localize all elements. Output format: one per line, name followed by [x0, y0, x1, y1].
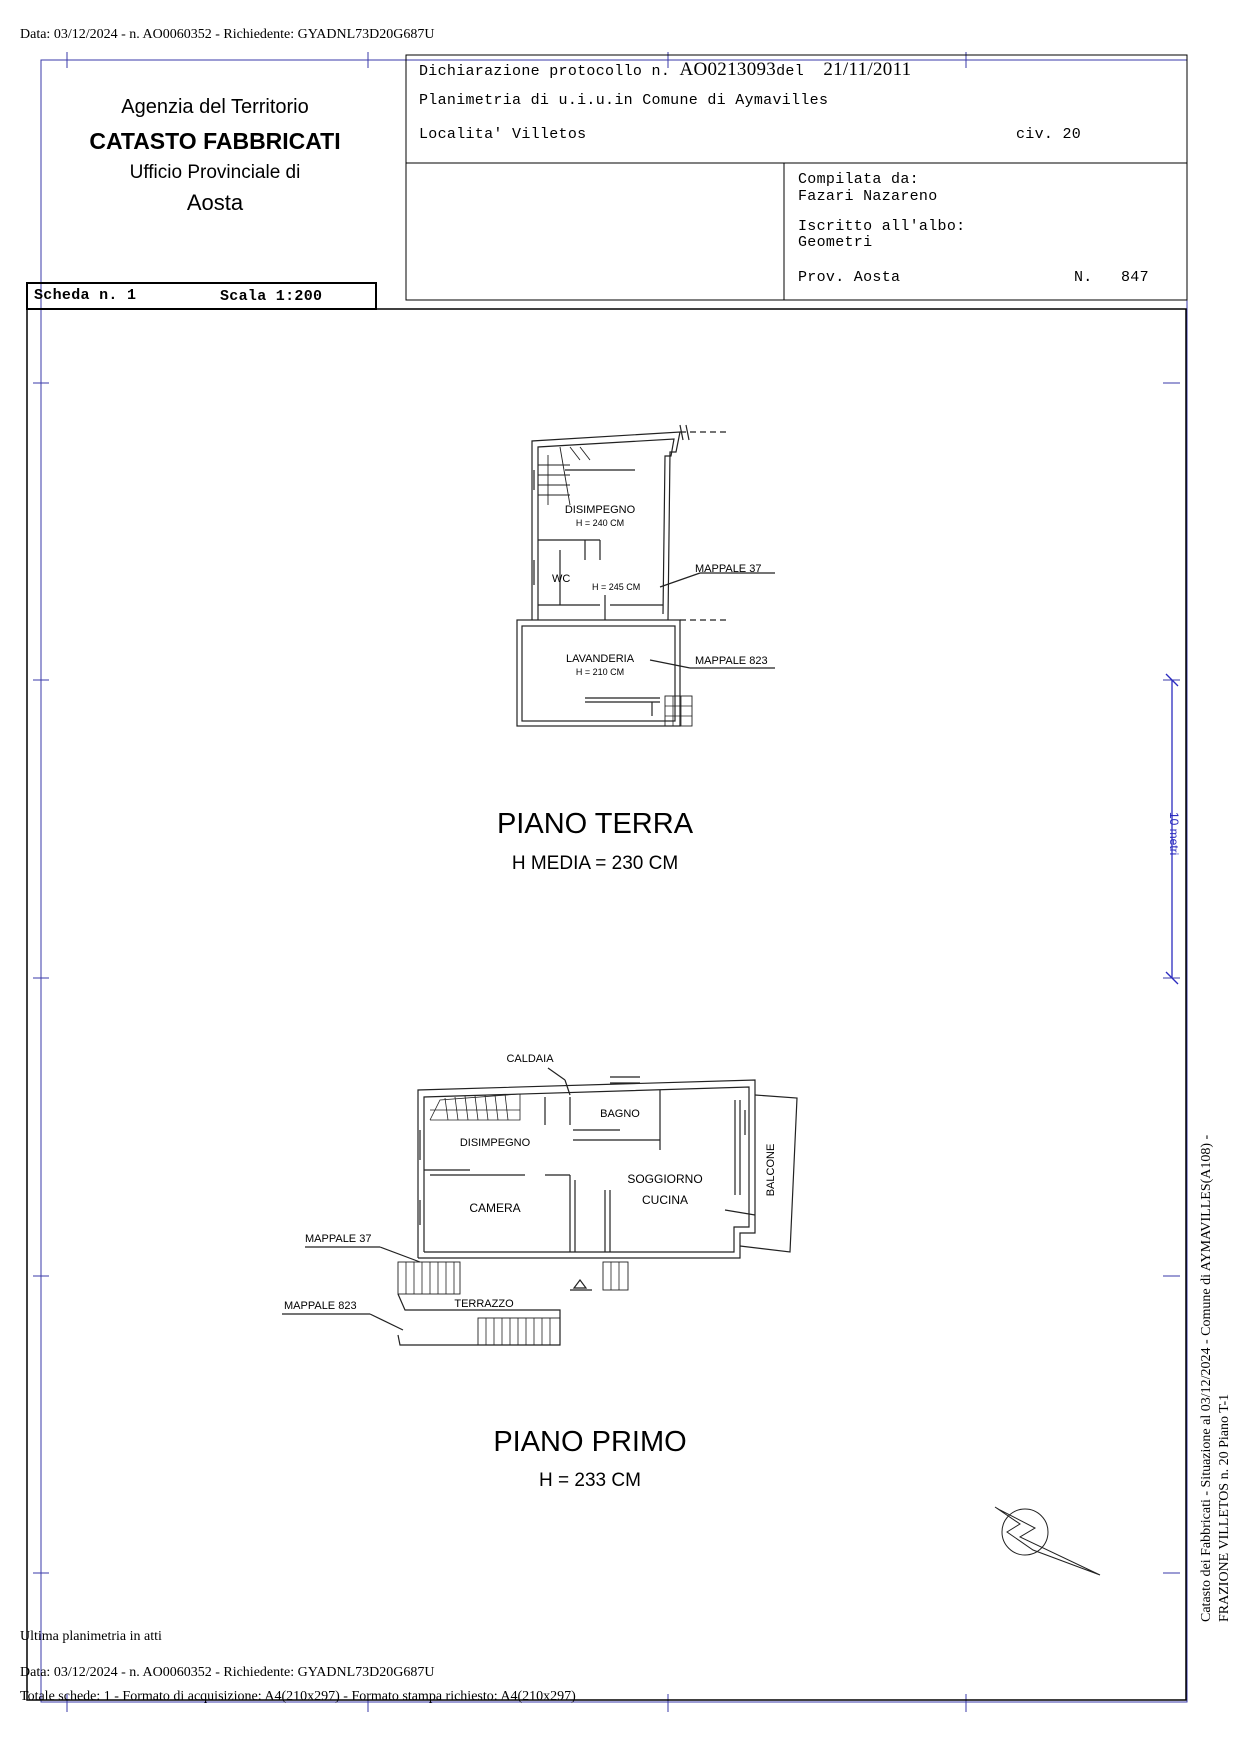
label-wc-h: H = 245 CM	[592, 582, 641, 592]
label-mappale37-primo: MAPPALE 37	[305, 1233, 372, 1245]
piano-terra-subtitle: H MEDIA = 230 CM	[511, 853, 679, 874]
compilata-label: Compilata da:	[798, 171, 919, 188]
protocol-label: Dichiarazione protocollo n.	[419, 63, 671, 80]
scale-bar-label: 10 metri	[1167, 812, 1181, 856]
protocol-number: AO0213093	[679, 59, 777, 80]
label-caldaia: CALDAIA	[506, 1053, 554, 1065]
footer-line-1: Data: 03/12/2024 - n. AO0060352 - Richiedente: GYADNL73D20G687U	[20, 1665, 435, 1680]
protocol-del-label: del	[776, 63, 805, 80]
plan-piano-primo	[282, 1068, 797, 1345]
label-terrazzo: TERRAZZO	[454, 1298, 514, 1310]
label-mappale823-primo: MAPPALE 823	[284, 1300, 357, 1312]
label-soggiorno: SOGGIORNO	[627, 1172, 703, 1186]
civico: civ. 20	[1016, 126, 1082, 143]
label-balcone: BALCONE	[765, 1143, 777, 1197]
piano-primo-subtitle: H = 233 CM	[539, 1470, 641, 1491]
stairs-terra-1	[538, 447, 590, 505]
footer-line-2: Totale schede: 1 - Formato di acquisizione: A4(210x297) - Formato stampa richiesto: A4(210x297)	[20, 1689, 576, 1704]
iscritto-value: Geometri	[798, 234, 873, 251]
prov-n-label: N.	[1074, 269, 1093, 286]
piano-terra-title: PIANO TERRA	[496, 808, 694, 840]
piano-primo-title: PIANO PRIMO	[493, 1426, 687, 1458]
label-lavanderia-h: H = 210 CM	[575, 667, 625, 677]
label-mappale823-terra: MAPPALE 823	[695, 655, 768, 667]
ultima-planimetria: Ultima planimetria in atti	[20, 1629, 162, 1644]
label-camera: CAMERA	[469, 1201, 521, 1215]
label-disimpegno-terra: DISIMPEGNO	[564, 504, 636, 516]
agency-city: Aosta	[186, 190, 244, 215]
label-cucina: CUCINA	[641, 1193, 689, 1207]
prov-label: Prov. Aosta	[798, 269, 901, 286]
label-wc: WC	[552, 573, 571, 585]
label-disimpegno-h: H = 240 CM	[575, 518, 625, 528]
protocol-date: 21/11/2011	[823, 59, 912, 80]
stairs-primo	[430, 1094, 520, 1120]
iscritto-label: Iscritto all'albo:	[798, 218, 966, 235]
compilata-name: Fazari Nazareno	[798, 188, 938, 205]
label-lavanderia: LAVANDERIA	[565, 653, 635, 665]
agency-catasto: CATASTO FABBRICATI	[89, 128, 341, 154]
header-top-text: Data: 03/12/2024 - n. AO0060352 - Richiedente: GYADNL73D20G687U	[20, 27, 435, 42]
prov-n-value: 847	[1121, 269, 1149, 286]
north-arrow-icon	[995, 1507, 1100, 1575]
label-disimpegno-primo: DISIMPEGNO	[459, 1137, 531, 1149]
agency-office: Ufficio Provinciale di	[129, 162, 301, 183]
scheda-number: Scheda n. 1	[34, 287, 137, 304]
agency-name: Agenzia del Territorio	[121, 96, 309, 118]
side-text-situazione: Catasto dei Fabbricati - Situazione al 03/12/2024 - Comune di AYMAVILLES(A108) -	[1199, 1134, 1214, 1622]
label-mappale37-terra: MAPPALE 37	[695, 563, 762, 575]
localita-line: Localita' Villetos	[419, 126, 587, 143]
scala: Scala 1:200	[220, 288, 323, 305]
side-text-frazione: FRAZIONE VILLETOS n. 20 Piano T-1	[1217, 1393, 1232, 1622]
planimetria-line: Planimetria di u.i.u.in Comune di Aymavilles	[419, 92, 829, 109]
label-bagno: BAGNO	[600, 1108, 640, 1120]
